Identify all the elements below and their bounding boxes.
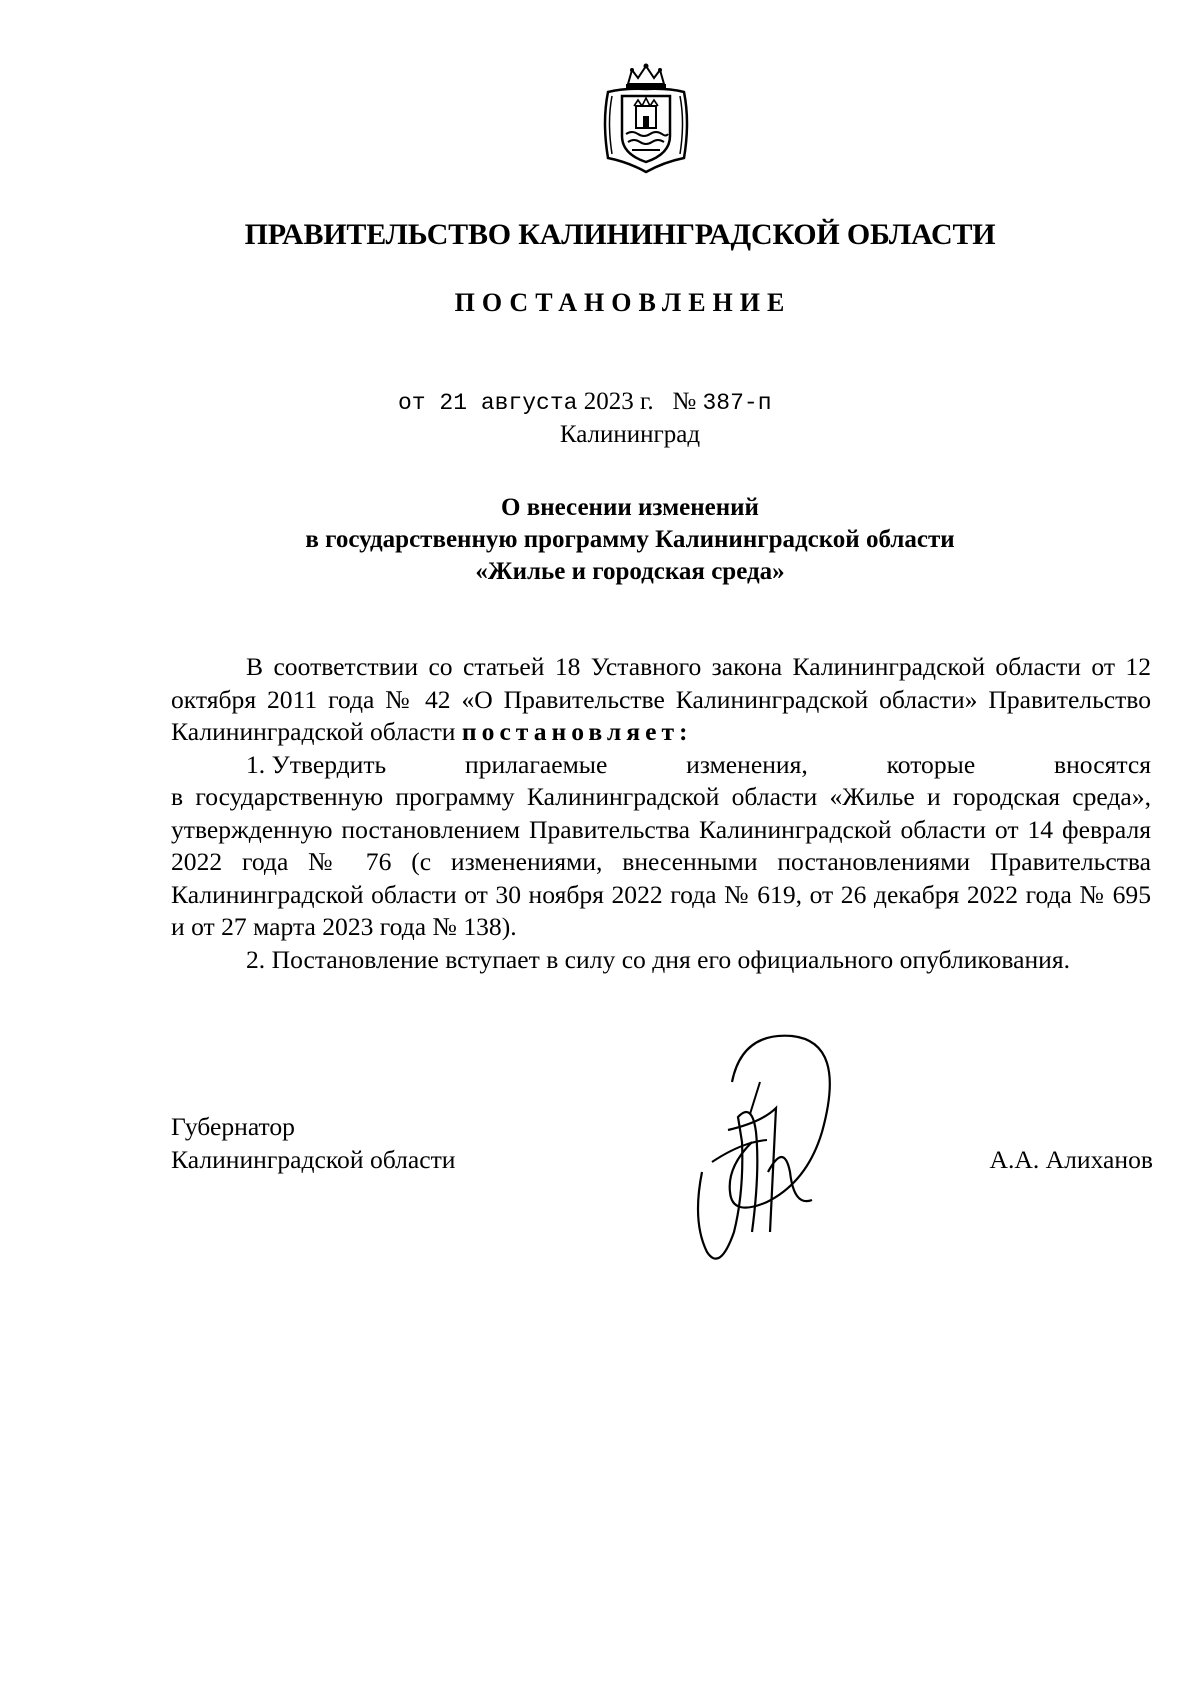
number-sign: № — [672, 388, 697, 415]
organization-title: ПРАВИТЕЛЬСТВО КАЛИНИНГРАДСКОЙ ОБЛАСТИ — [244, 218, 996, 251]
date-prefix: от 21 августа — [398, 390, 578, 416]
preamble-paragraph — [171, 651, 1151, 749]
document-body — [171, 651, 1151, 976]
item-1-word: которые — [886, 749, 976, 779]
date-number-line — [398, 388, 772, 416]
position-line: Губернатор — [171, 1112, 295, 1141]
signatory-position — [171, 1110, 456, 1176]
item-1-first-line — [171, 749, 1151, 782]
preamble-text: В соответствии со статьей 18 Уставного закона Калининградской области от 12 октября 2011 года № 42 «О Правительстве Калининградской области» Правительство Калининградской области — [171, 652, 1151, 746]
document-subject — [0, 492, 1200, 588]
item-1-word: 1. Утвердить — [246, 749, 387, 779]
subject-line: в государственную программу Калининградской области — [305, 526, 955, 553]
document-number: 387-п — [702, 390, 772, 416]
date-year: 2023 г. — [583, 388, 654, 415]
handwritten-signature — [672, 1022, 862, 1272]
document-type-heading: ПОСТАНОВЛЕНИЕ — [454, 288, 792, 317]
signatory-name: А.А. Алиханов — [989, 1145, 1153, 1174]
coat-of-arms-icon — [598, 62, 694, 174]
item-1-word: вносятся — [1054, 749, 1151, 779]
city-name: Калининград — [559, 421, 701, 448]
item-1-word: прилагаемые — [465, 749, 608, 779]
item-2-paragraph: 2. Постановление вступает в силу со дня его официального опубликования. — [246, 944, 1071, 974]
resolves-word: постановляет: — [461, 717, 693, 746]
subject-line: О внесении изменений — [501, 494, 759, 521]
item-1-paragraph: в государственную программу Калининградской области «Жилье и городская среда», утвержденную постановлением Правительства Калининградской области от 14 февраля 2022 года № 76 (с изменениями, внесенными постановлениями Правительства Калининградской области от 30 ноября 2022 года № 619, от 26 декабря 2022 года № 695 и от 27 марта 2023 года № 138). — [171, 782, 1151, 941]
item-1-word: изменения, — [686, 749, 808, 779]
subject-line: «Жилье и городская среда» — [475, 558, 785, 585]
position-line: Калининградской области — [171, 1145, 456, 1174]
